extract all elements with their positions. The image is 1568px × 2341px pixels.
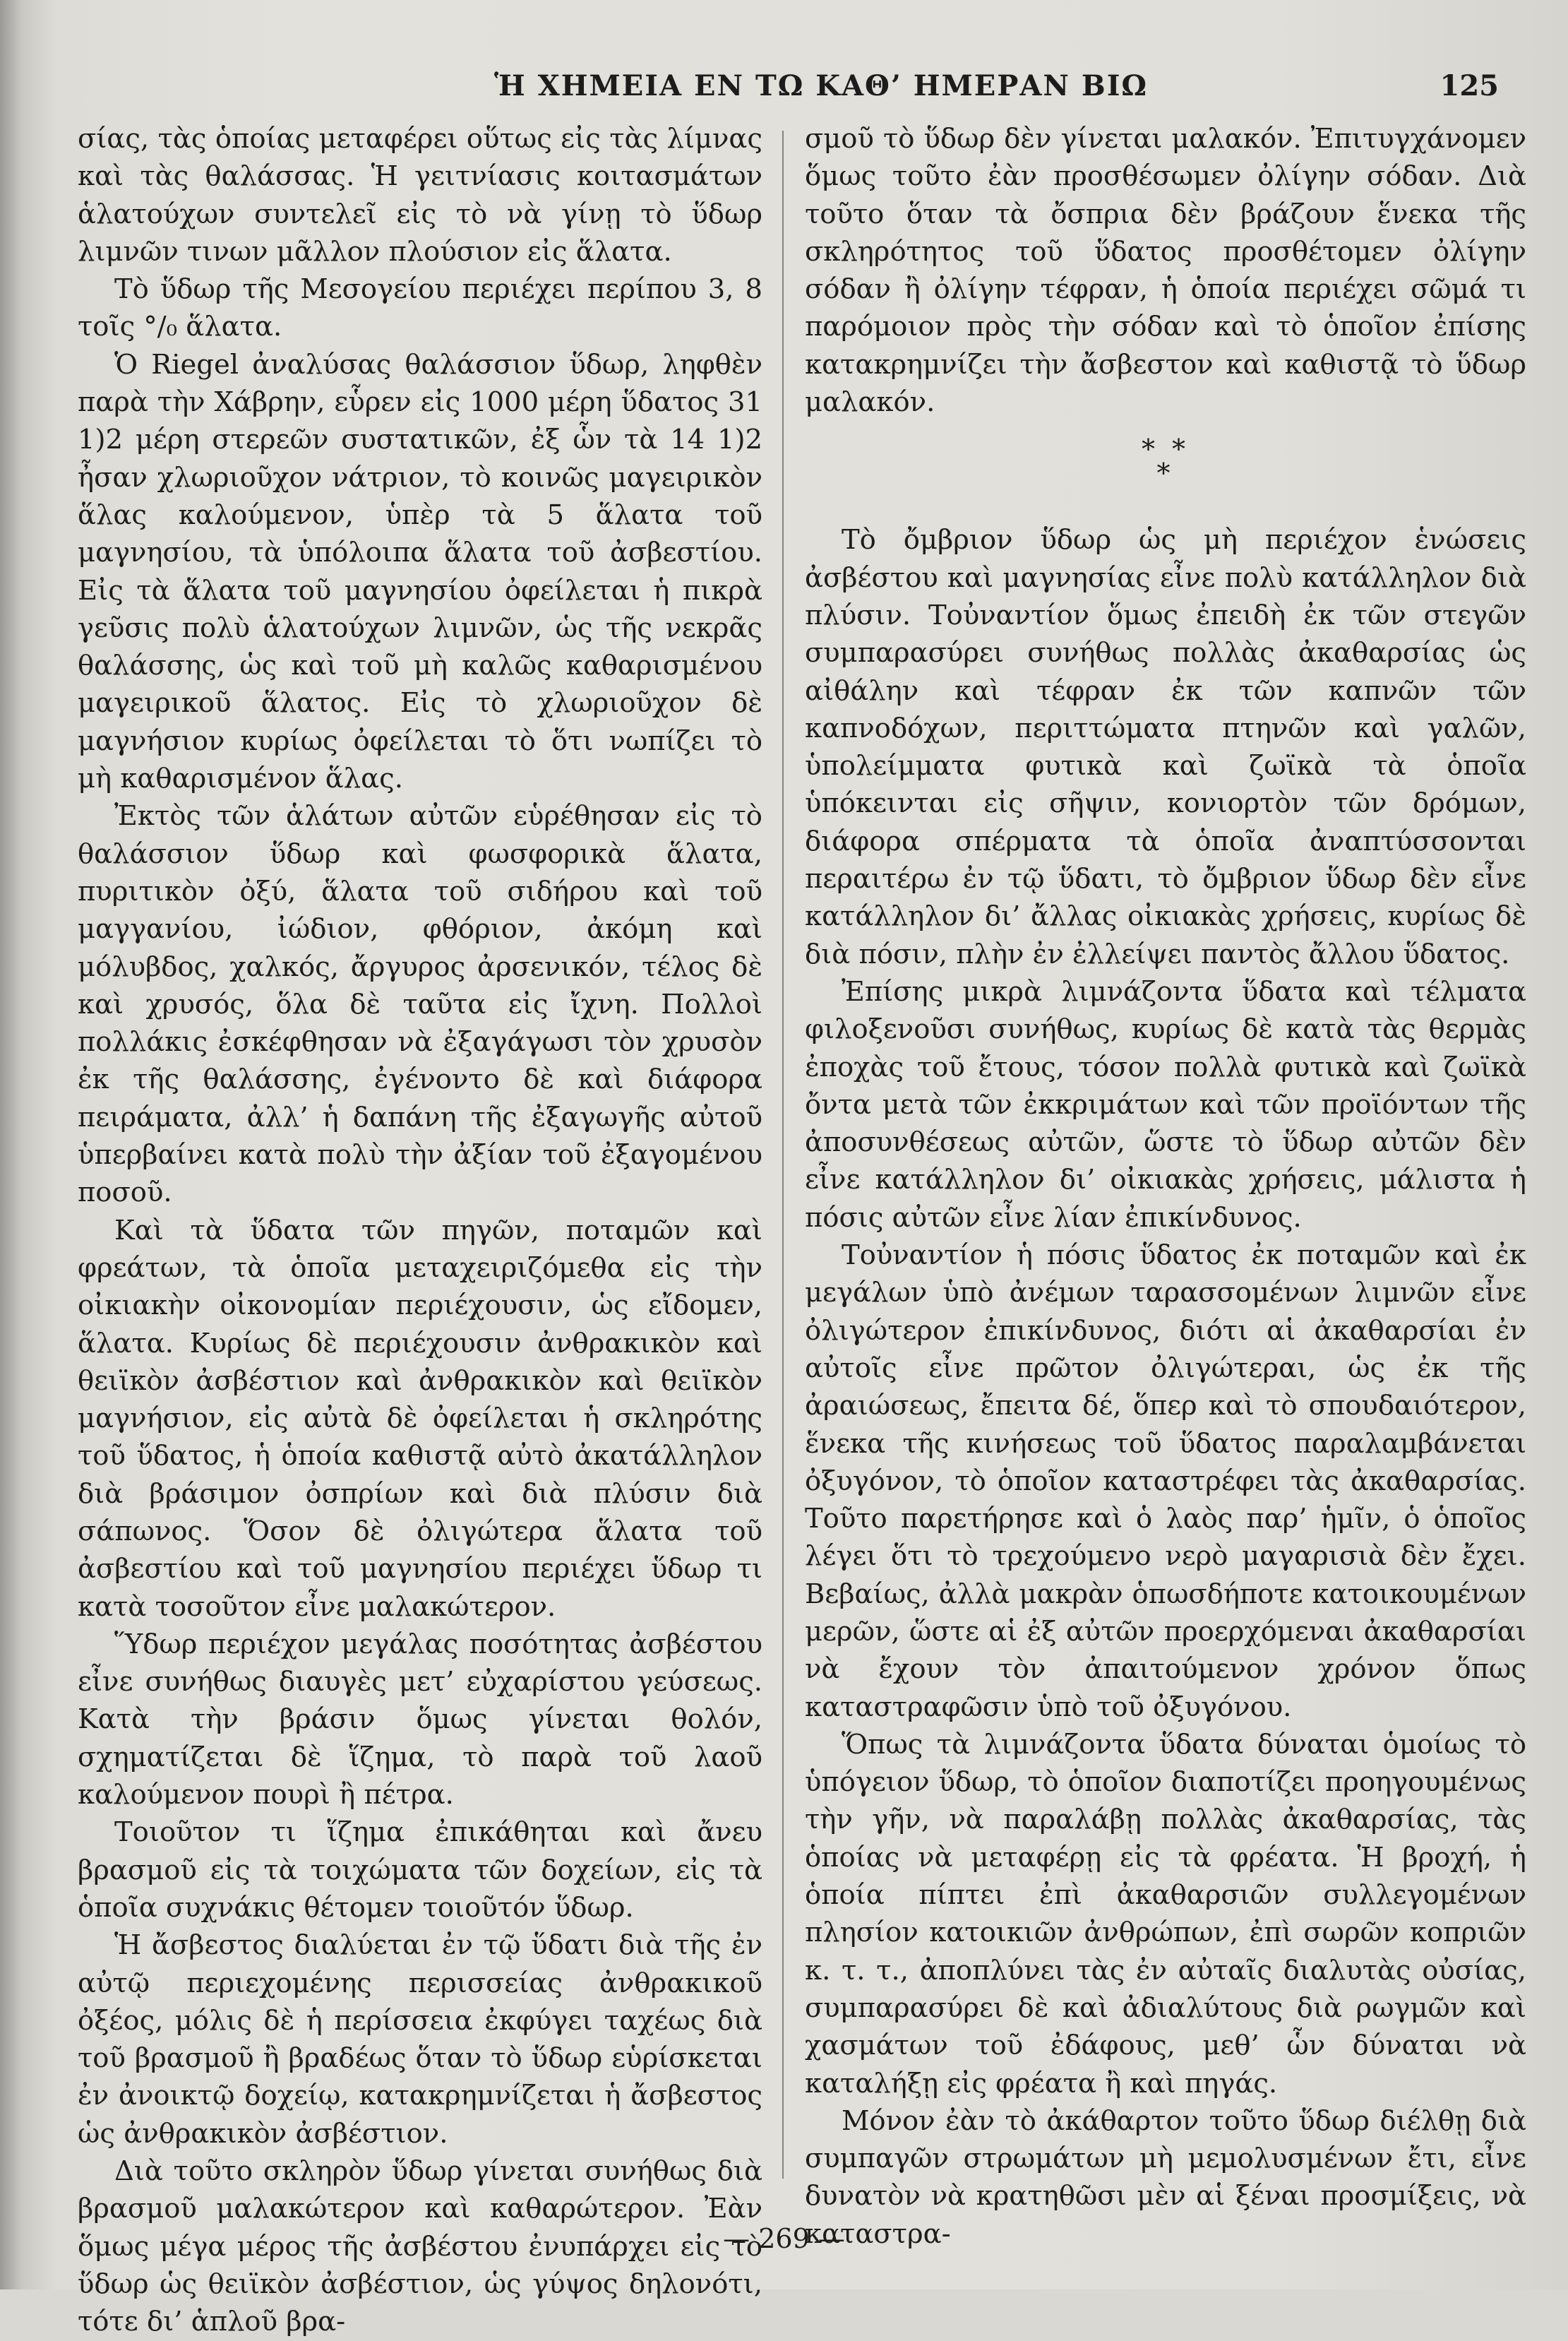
sheet-number: — 269 — (723, 2223, 845, 2254)
paragraph: σίας, τὰς ὁποίας μεταφέρει οὕτως εἰς τὰς λίμνας καὶ τὰς θαλάσσας. Ἡ γειτνίασις κοιτασμάτων ἁλατούχων συντελεῖ εἰς τὸ νὰ γίνῃ τὸ ὕδωρ λιμνῶν τινων μᾶλλον πλούσιον εἰς ἅλατα. (78, 123, 762, 268)
paragraph: Καὶ τὰ ὕδατα τῶν πηγῶν, ποταμῶν καὶ φρεάτων, τὰ ὁποῖα μεταχειριζόμεθα εἰς τὴν οἰκιακὴν οἰκονομίαν περιέχουσιν, ὡς εἴδομεν, ἅλατα. Κυρίως δὲ περιέχουσιν ἀνθρακικὸν καὶ θειϊκὸν ἀσβέστιον καὶ ἀνθρακικὸν καὶ θειϊκὸν μαγνήσιον, εἰς αὐτὰ δὲ ὀφείλεται ἡ σκληρότης τοῦ ὕδατος, ἡ ὁποία καθιστᾷ αὐτὸ ἀκατάλληλον διὰ βράσιμον ὀσπρίων καὶ διὰ πλύσιν διὰ σάπωνος. Ὅσον δὲ ὀλιγώτερα ἅλατα τοῦ ἀσβεστίου καὶ τοῦ μαγνησίου περιέχει ὕδωρ τι κατὰ τοσοῦτον εἶνε μαλακώτερον. (78, 1214, 762, 1623)
running-title: Ἡ ΧΗΜΕΙΑ ΕΝ ΤΩ ΚΑΘ’ ΗΜΕΡΑΝ ΒΙΩ (494, 69, 1149, 102)
left-column (78, 120, 762, 2338)
paragraph: Τὸ ὄμβριον ὕδωρ ὡς μὴ περιέχον ἑνώσεις ἀσβέστου καὶ μαγνησίας εἶνε πολὺ κατάλληλον διὰ πλύσιν. Τοὐναντίον ὅμως ἐπειδὴ ἐκ τῶν στεγῶν συμπαρασύρει συνήθως πολλὰς ἀκαθαρσίας ὡς αἰθάλην καὶ τέφραν ἐκ τῶν καπνῶν τῶν καπνοδόχων, περιττώματα πτηνῶν καὶ γαλῶν, ὑπολείμματα φυτικὰ καὶ ζωϊκὰ τὰ ὁποῖα ὑπόκεινται εἰς σῆψιν, κονιορτὸν τῶν δρόμων, διάφορα σπέρματα τὰ ὁποῖα ἀναπτύσσονται περαιτέρω ἐν τῷ ὕδατι, τὸ ὄμβριον ὕδωρ δὲν εἶνε κατάλληλον δι’ ἄλλας οἰκιακὰς χρήσεις, κυρίως δὲ διὰ πόσιν, πλὴν ἐν ἐλλείψει παντὸς ἄλλου ὕδατος. (805, 524, 1526, 970)
paragraph: Διὰ τοῦτο σκληρὸν ὕδωρ γίνεται συνήθως διὰ βρασμοῦ μαλακώτερον καὶ καθαρώτερον. Ἐὰν ὅμως μέγα μέρος τῆς ἀσβέστου ἐνυπάρχει εἰς τὸ ὕδωρ ὡς θειϊκὸν ἀσβέστιον, ὡς γύψος δηλονότι, τότε δι’ ἁπλοῦ βρα- (78, 2155, 762, 2338)
section-break-bottom: * (1156, 458, 1175, 489)
paragraph: Ἡ ἄσβεστος διαλύεται ἐν τῷ ὕδατι διὰ τῆς ἐν αὐτῷ περιεχομένης περισσείας ἀνθρακικοῦ ὀξέος, μόλις δὲ ἡ περίσσεια ἐκφύγει ταχέως διὰ τοῦ βρασμοῦ ἢ βραδέως ὅταν τὸ ὕδωρ εὑρίσκεται ἐν ἀνοικτῷ δοχείῳ, κατακρημνίζεται ἡ ἄσβεστος ὡς ἀνθρακικὸν ἀσβέστιον. (78, 1929, 762, 2150)
paragraph: Τοὐναντίον ἡ πόσις ὕδατος ἐκ ποταμῶν καὶ ἐκ μεγάλων ὑπὸ ἀνέμων ταρασσομένων λιμνῶν εἶνε ὀλιγώτερον ἐπικίνδυνος, διότι αἱ ἀκαθαρσίαι ἐν αὐτοῖς εἶνε πρῶτον ὀλιγώτεραι, ὡς ἐκ τῆς ἀραιώσεως, ἔπειτα δέ, ὅπερ καὶ τὸ σπουδαιότερον, ἕνεκα τῆς κινήσεως τοῦ ὕδατος παραλαμβάνεται ὀξυγόνον, τὸ ὁποῖον καταστρέφει τὰς ἀκαθαρσίας. Τοῦτο παρετήρησε καὶ ὁ λαὸς παρ’ ἡμῖν, ὁ ὁποῖος λέγει ὅτι τὸ τρεχούμενο νερὸ μαγαρισιὰ δὲν ἔχει. Βεβαίως, ἀλλὰ μακρὰν ὁπωσδήποτε κατοικουμένων μερῶν, ὥστε αἱ ἐξ αὐτῶν προερχόμεναι ἀκαθαρσίαι νὰ ἔχουν τὸν ἀπαιτούμενον χρόνον ὅπως καταστραφῶσιν ὑπὸ τοῦ ὀξυγόνου. (805, 1239, 1526, 1723)
paragraph: Ὁ Riegel ἀναλύσας θαλάσσιον ὕδωρ, ληφθὲν παρὰ τὴν Χάβρην, εὗρεν εἰς 1000 μέρη ὕδατος 31 1)2 μέρη στερεῶν συστατικῶν, ἐξ ὧν τὰ 14 1)2 ἦσαν χλωριοῦχον νάτριον, τὸ κοινῶς μαγειρικὸν ἅλας καλούμενον, ὑπὲρ τὰ 5 ἅλατα τοῦ μαγνησίου, τὰ ὑπόλοιπα ἅλατα τοῦ ἀσβεστίου. Εἰς τὰ ἅλατα τοῦ μαγνησίου ὀφείλεται ἡ πικρὰ γεῦσις πολὺ ἁλατούχων λιμνῶν, ὡς τῆς νεκρᾶς θαλάσσης, ὡς καὶ τοῦ μὴ καλῶς καθαρισμένου μαγειρικοῦ ἅλατος. Εἰς τὸ χλωριοῦχον δὲ μαγνήσιον κυρίως ὀφείλεται τὸ ὅτι νωπίζει τὸ μὴ καθαρισμένον ἅλας. (78, 348, 762, 795)
section-break-top: * * (1141, 434, 1190, 465)
page-number: 125 (1440, 69, 1499, 102)
section-break (805, 434, 1526, 489)
page-header (56, 69, 1526, 105)
paragraph: Τοιοῦτον τι ἵζημα ἐπικάθηται καὶ ἄνευ βρασμοῦ εἰς τὰ τοιχώματα τῶν δοχείων, εἰς τὰ ὁποῖα συχνάκις θέτομεν τοιοῦτόν ὕδωρ. (78, 1816, 762, 1924)
paragraph: Ὕδωρ περιέχον μεγάλας ποσότητας ἀσβέστου εἶνε συνήθως διαυγὲς μετ’ εὐχαρίστου γεύσεως. Κατὰ τὴν βράσιν ὅμως γίνεται θολόν, σχηματίζεται δὲ ἵζημα, τὸ παρὰ τοῦ λαοῦ καλούμενον πουρὶ ἢ πέτρα. (78, 1628, 762, 1811)
paragraph: Ὅπως τὰ λιμνάζοντα ὕδατα δύναται ὁμοίως τὸ ὑπόγειον ὕδωρ, τὸ ὁποῖον διαποτίζει προηγουμένως τὴν γῆν, νὰ παραλάβῃ πολλὰς ἀκαθαρσίας, τὰς ὁποίας νὰ μεταφέρῃ εἰς τὰ φρέατα. Ἡ βροχή, ἡ ὁποία πίπτει ἐπὶ ἀκαθαρσιῶν συλλεγομένων πλησίον κατοικιῶν ἀνθρώπων, ἐπὶ σωρῶν κοπριῶν κ. τ. τ., ἀποπλύνει τὰς ἐν αὐταῖς διαλυτὰς οὐσίας, συμπαρασύρει δὲ καὶ ἀδιαλύτους διὰ ρωγμῶν καὶ χασμάτων τοῦ ἐδάφους, μεθ’ ὧν δύναται νὰ καταλήξῃ εἰς φρέατα ἢ καὶ πηγάς. (805, 1728, 1526, 2099)
right-column (805, 120, 1526, 2250)
column-divider (782, 131, 784, 2179)
paragraph: Μόνον ἐὰν τὸ ἀκάθαρτον τοῦτο ὕδωρ διέλθῃ διὰ συμπαγῶν στρωμάτων μὴ μεμολυσμένων ἔτι, εἶνε δυνατὸν νὰ κρατηθῶσι μὲν αἱ ξέναι προσμίξεις, νὰ καταστρα- (805, 2104, 1526, 2250)
paragraph: Ἐκτὸς τῶν ἁλάτων αὐτῶν εὑρέθησαν εἰς τὸ θαλάσσιον ὕδωρ καὶ φωσφορικὰ ἅλατα, πυριτικὸν ὀξύ, ἅλατα τοῦ σιδήρου καὶ τοῦ μαγγανίου, ἰώδιον, φθόριον, ἀκόμη καὶ μόλυβδος, χαλκός, ἄργυρος ἀρσενικόν, τέλος δὲ καὶ χρυσός, ὅλα δὲ ταῦτα εἰς ἴχνη. Πολλοὶ πολλάκις ἐσκέφθησαν νὰ ἐξαγάγωσι τὸν χρυσὸν ἐκ τῆς θαλάσσης, ἐγένοντο δὲ καὶ διάφορα πειράματα, ἀλλ’ ἡ δαπάνη τῆς ἐξαγωγῆς αὐτοῦ ὑπερβαίνει κατὰ πολὺ τὴν ἀξίαν τοῦ ἐξαγομένου ποσοῦ. (78, 800, 762, 1209)
paragraph: σμοῦ τὸ ὕδωρ δὲν γίνεται μαλακόν. Ἐπιτυγχάνομεν ὅμως τοῦτο ἐὰν προσθέσωμεν ὀλίγην σόδαν. Διὰ τοῦτο ὅταν τὰ ὄσπρια δὲν βράζουν ἕνεκα τῆς σκληρότητος τοῦ ὕδατος προσθέτομεν ὀλίγην σόδαν ἢ ὀλίγην τέφραν, ἡ ὁποία περιέχει σῶμά τι παρόμοιον πρὸς τὴν σόδαν καὶ τὸ ὁποῖον ἐπίσης κατακρημνίζει τὴν ἄσβεστον καὶ καθιστᾷ τὸ ὕδωρ μαλακόν. (805, 123, 1526, 419)
paragraph: Ἐπίσης μικρὰ λιμνάζοντα ὕδατα καὶ τέλματα φιλοξενοῦσι συνήθως, κυρίως δὲ κατὰ τὰς θερμὰς ἐποχὰς τοῦ ἔτους, τόσον πολλὰ φυτικὰ καὶ ζωϊκὰ ὄντα μετὰ τῶν ἐκκριμάτων καὶ τῶν προϊόντων τῆς ἀποσυνθέσεως αὐτῶν, ὥστε τὸ ὕδωρ αὐτῶν δὲν εἶνε κατάλληλον δι’ οἰκιακὰς χρήσεις, μάλιστα ἡ πόσις αὐτῶν εἶνε λίαν ἐπικίνδυνος. (805, 975, 1526, 1234)
paragraph: Τὸ ὕδωρ τῆς Μεσογείου περιέχει περίπου 3, 8 τοῖς °/₀ ἅλατα. (78, 273, 762, 343)
